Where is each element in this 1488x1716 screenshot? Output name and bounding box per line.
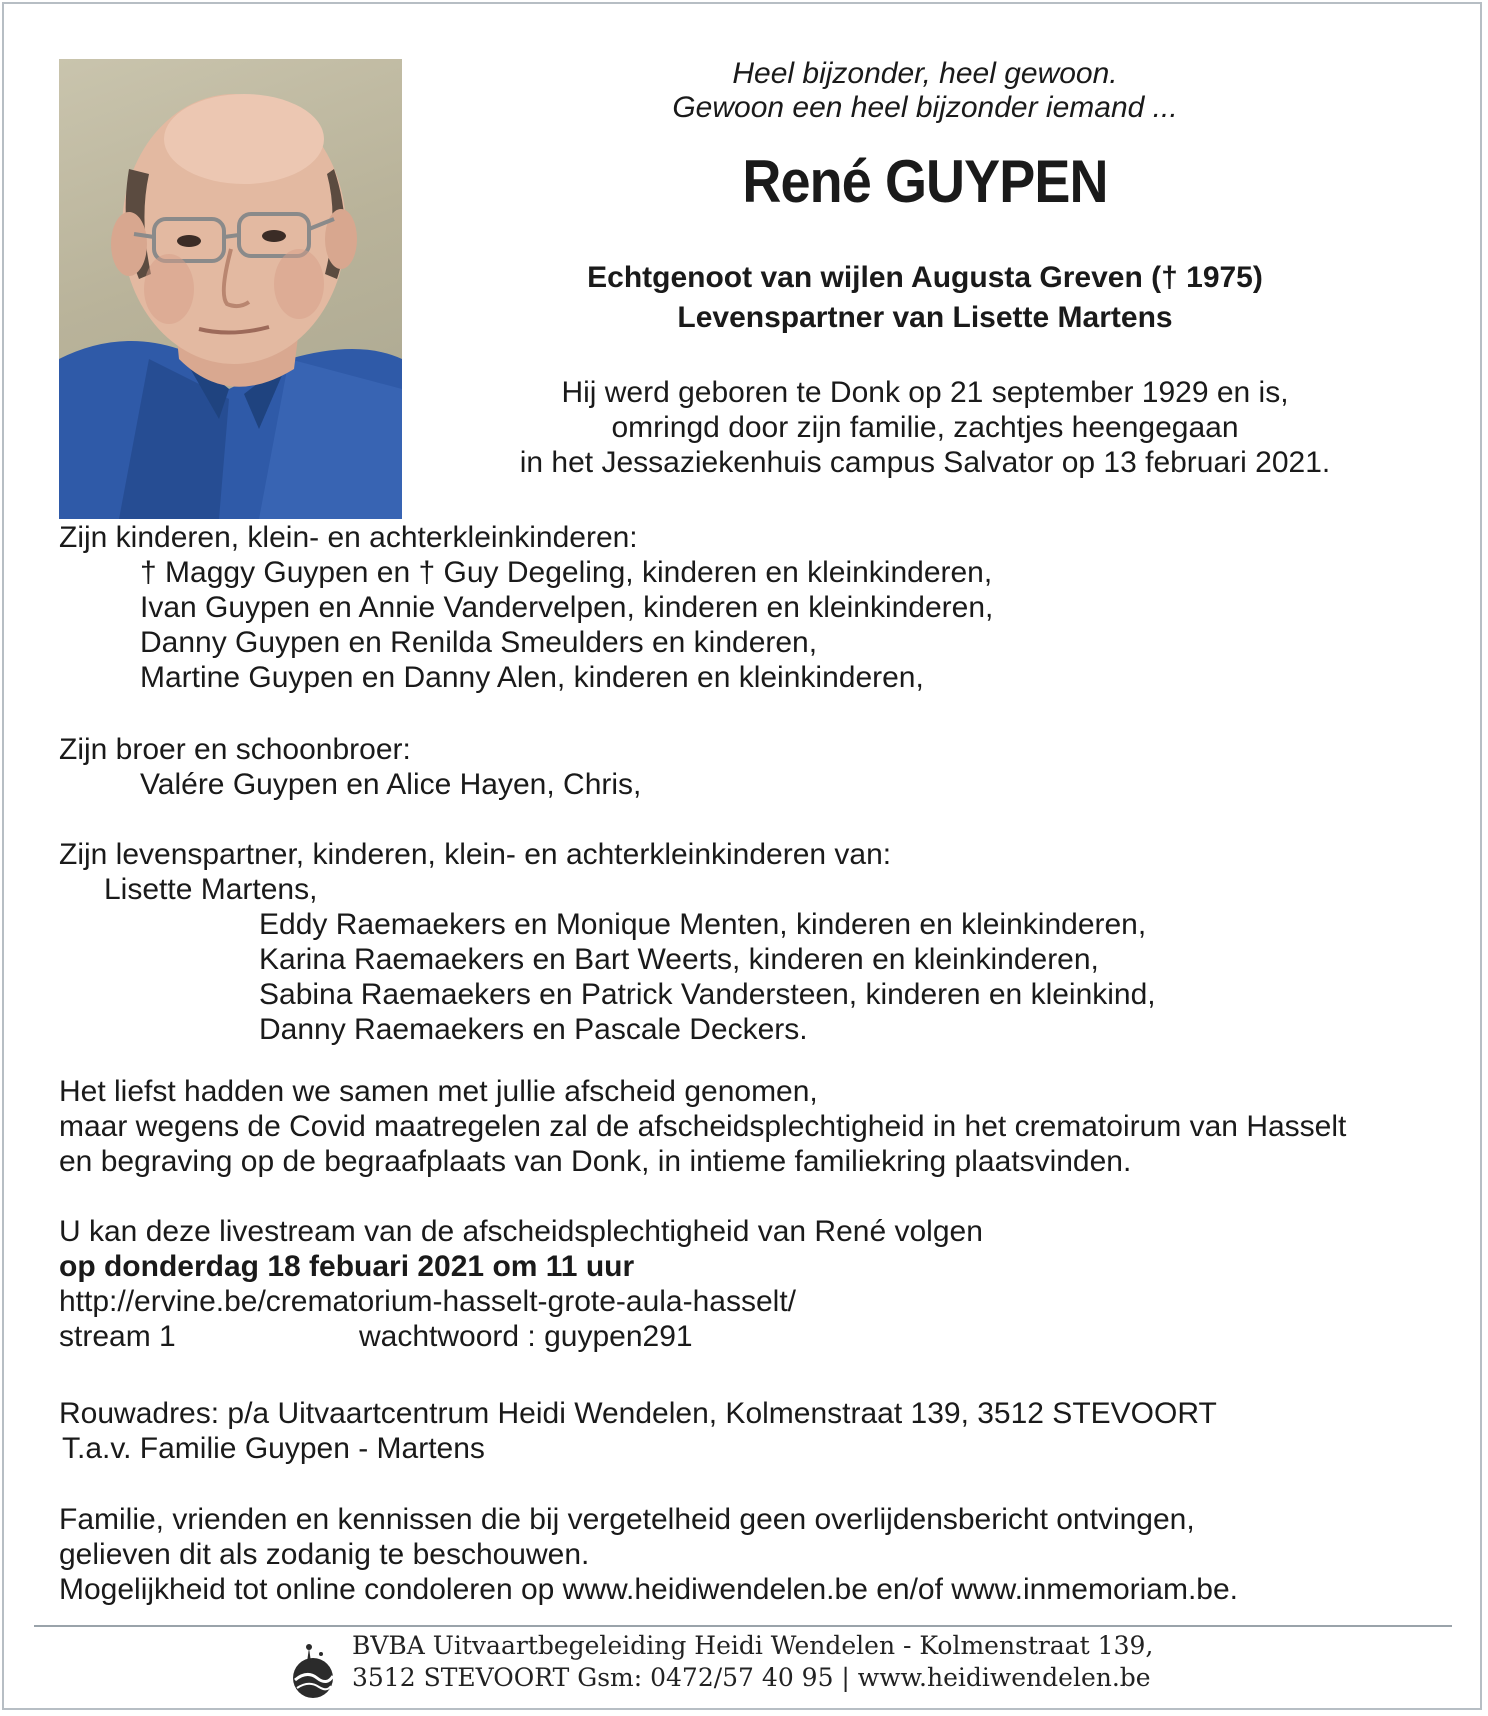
notice-line-1: Familie, vrienden en kennissen die bij vergetelheid geen overlijdensbericht ontvingen, bbox=[59, 1503, 1195, 1536]
partner-family-heading: Zijn levenspartner, kinderen, klein- en achterkleinkinderen van: bbox=[59, 838, 892, 871]
motto-line-2: Gewoon een heel bijzonder iemand ... bbox=[672, 91, 1178, 124]
notice-line-3: Mogelijkheid tot online condoleren op www.heidiwendelen.be en/of www.inmemoriam.be. bbox=[59, 1573, 1239, 1606]
birth-line-2: omringd door zijn familie, zachtjes heengegaan bbox=[611, 411, 1239, 444]
stream-password: wachtwoord : guypen291 bbox=[359, 1320, 693, 1353]
stream-number: stream 1 bbox=[59, 1320, 176, 1353]
child-item: Danny Guypen en Renilda Smeulders en kinderen, bbox=[140, 626, 818, 659]
address-line-1: Rouwadres: p/a Uitvaartcentrum Heidi Wendelen, Kolmenstraat 139, 3512 STEVOORT bbox=[59, 1397, 1217, 1430]
footer-line-2: 3512 STEVOORT Gsm: 0472/57 40 95 | www.heidiwendelen.be bbox=[352, 1663, 1151, 1692]
motto-line-1: Heel bijzonder, heel gewoon. bbox=[732, 57, 1118, 90]
livestream-intro: U kan deze livestream van de afscheidsplechtigheid van René volgen bbox=[59, 1215, 983, 1248]
portrait-illustration bbox=[59, 59, 402, 519]
child-item: Martine Guypen en Danny Alen, kinderen en kleinkinderen, bbox=[140, 661, 924, 694]
brother-item: Valére Guypen en Alice Hayen, Chris, bbox=[140, 768, 642, 801]
footer-line-1: BVBA Uitvaartbegeleiding Heidi Wendelen - Kolmenstraat 139, bbox=[352, 1631, 1154, 1660]
child-item: † Maggy Guypen en † Guy Degeling, kinderen en kleinkinderen, bbox=[140, 556, 993, 589]
portrait-photo bbox=[59, 59, 402, 519]
partner-family-item: Sabina Raemaekers en Patrick Vandersteen, kinderen en kleinkind, bbox=[259, 978, 1156, 1011]
funeral-home-logo-icon bbox=[287, 1640, 339, 1700]
children-heading: Zijn kinderen, klein- en achterkleinkinderen: bbox=[59, 521, 638, 554]
farewell-line-3: en begraving op de begraafplaats van Donk, in intieme familiekring plaatsvinden. bbox=[59, 1145, 1132, 1178]
brother-heading: Zijn broer en schoonbroer: bbox=[59, 733, 411, 766]
footer-divider bbox=[34, 1625, 1452, 1627]
spouse-line: Echtgenoot van wijlen Augusta Greven († 1975) bbox=[587, 261, 1263, 294]
birth-line-3: in het Jessaziekenhuis campus Salvator op 13 februari 2021. bbox=[519, 446, 1331, 479]
livestream-date: op donderdag 18 febuari 2021 om 11 uur bbox=[59, 1250, 635, 1283]
partner-line: Levenspartner van Lisette Martens bbox=[677, 301, 1173, 334]
address-line-2: T.a.v. Familie Guypen - Martens bbox=[62, 1432, 485, 1465]
farewell-line-1: Het liefst hadden we samen met jullie afscheid genomen, bbox=[59, 1075, 818, 1108]
farewell-line-2: maar wegens de Covid maatregelen zal de afscheidsplechtigheid in het crematoirum van Hasselt bbox=[59, 1110, 1347, 1143]
child-item: Ivan Guypen en Annie Vandervelpen, kinderen en kleinkinderen, bbox=[140, 591, 994, 624]
birth-line-1: Hij werd geboren te Donk op 21 september 1929 en is, bbox=[561, 376, 1289, 409]
deceased-name: René GUYPEN bbox=[742, 148, 1108, 215]
partner-family-item: Eddy Raemaekers en Monique Menten, kinderen en kleinkinderen, bbox=[259, 908, 1147, 941]
partner-family-item: Danny Raemaekers en Pascale Deckers. bbox=[259, 1013, 808, 1046]
partner-family-item: Karina Raemaekers en Bart Weerts, kinderen en kleinkinderen, bbox=[259, 943, 1099, 976]
partner-name: Lisette Martens, bbox=[104, 873, 318, 906]
livestream-url[interactable]: http://ervine.be/crematorium-hasselt-grote-aula-hasselt/ bbox=[59, 1285, 796, 1318]
notice-line-2: gelieven dit als zodanig te beschouwen. bbox=[59, 1538, 590, 1571]
